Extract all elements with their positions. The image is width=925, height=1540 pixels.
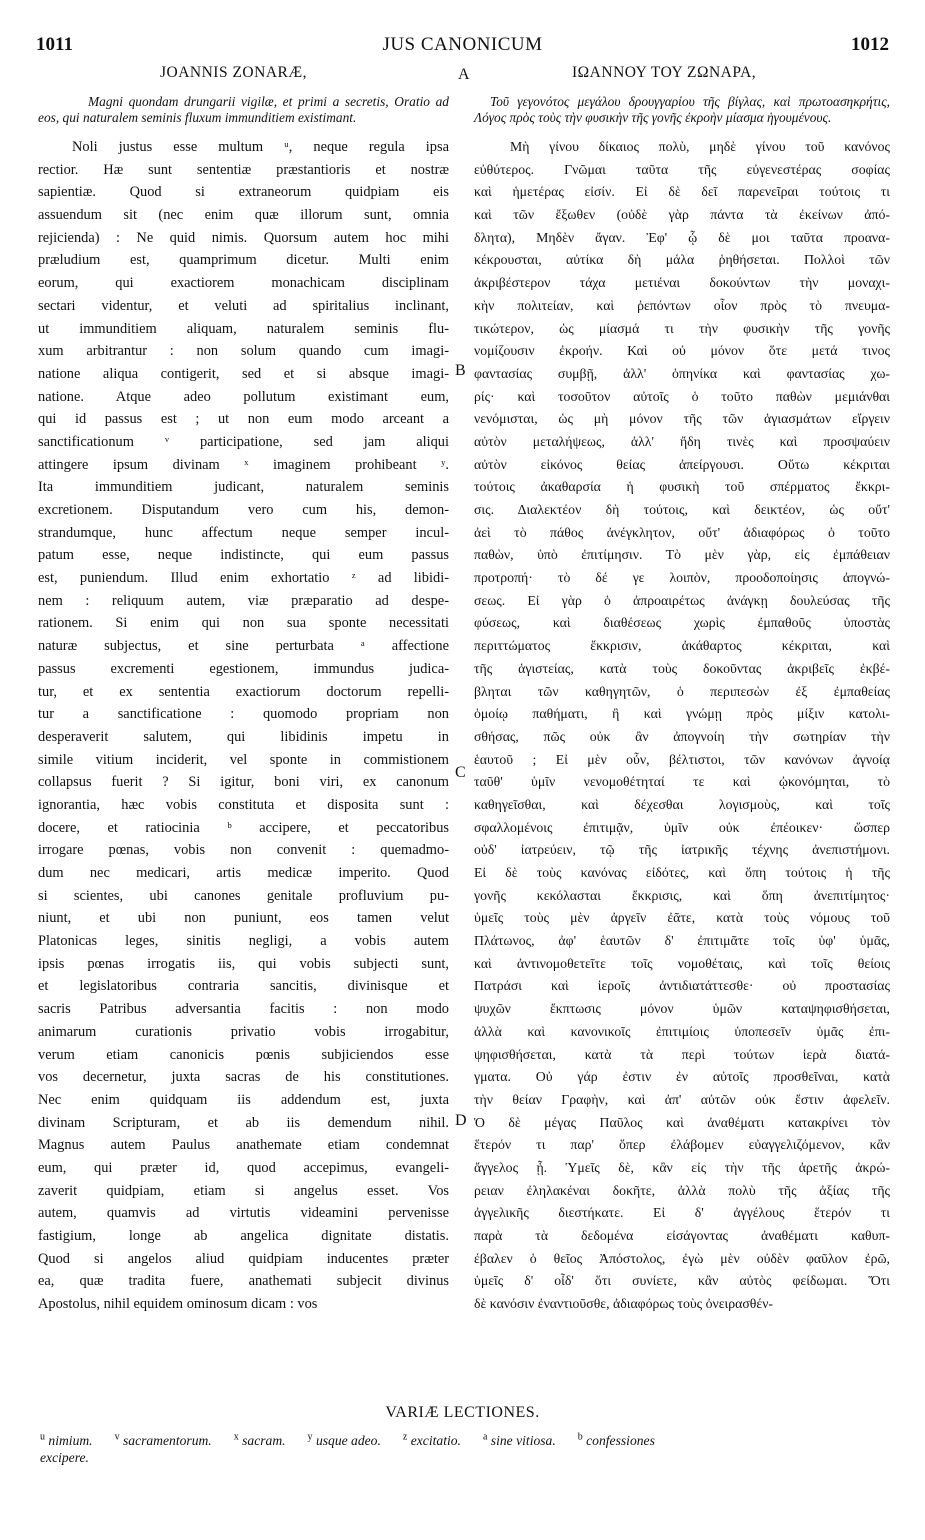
text-line: dum nec medicari, artis medicæ imperito. Quod — [38, 865, 449, 881]
note-text: usque adeo. — [312, 1432, 381, 1448]
text-line: παθὼν, ὑπὸ ἐπιτίμησιν. Τὸ μὲν γὰρ, εἰς ἐμπάθειαν — [474, 547, 890, 563]
text-line: Nec enim quidquam iis addendum est, juxta — [38, 1091, 449, 1108]
text-line: νενόμισται, ὡς μὴ μόνον τῆς τῶν ἁγιασμάτων εἴργειν — [474, 411, 890, 427]
text-line: natione. Atque adeo pollutum existimant eum, — [38, 388, 449, 405]
margin-letter-b: B — [455, 362, 466, 379]
note-text: confessiones — [582, 1432, 655, 1448]
variant-note — [578, 1433, 655, 1448]
text-line: ὑμεῖς δ' οἶδ' ὅτι συνίετε, κἂν αὐτὸς φείδωμαι. Ὅτι — [474, 1273, 890, 1289]
text-line: Quod si angelos aliud quidpiam inducentes præter — [38, 1250, 449, 1267]
text-line: vos decernetur, juxta sacras de his constitutiones. — [38, 1069, 449, 1086]
text-line: ρίς· καὶ τοσοῦτον αὐτοῖς ὁ τοῦτο παθὼν μεμιάνθαι — [474, 388, 890, 404]
text-line: excretionem. Disputandum vero cum his, demon- — [38, 502, 449, 518]
text-line: ἕτερόν τι παρ' ὅπερ ἐλάβομεν εὐαγγελιζόμενον, κἂν — [474, 1137, 890, 1153]
text-line: Ita immunditiem judicant, naturalem seminis — [38, 479, 449, 496]
text-line: qui id passus est ; ut non eum modo arceant a — [38, 411, 449, 428]
variant-note — [483, 1433, 556, 1448]
text-line: ea, quæ tradita fuere, anathemati subjecit divinus — [38, 1273, 449, 1290]
text-line: ρειαν ἐληλακέναι δοκῆτε, ἀλλὰ πολὺ τῆς ἀξίας τῆς — [474, 1182, 890, 1198]
text-line: et legislatoribus contraria sancitis, divinisque et — [38, 978, 449, 995]
greek-intro: Τοῦ γεγονότος μεγάλου δρουγγαρίου τῆς βίγλας, καὶ πρωτοασηκρήτις, Λόγος πρὸς τοὺς τὴν φυσικὴν τῆς γονῆς ἐκροὴν μίασμα ἡγουμένους. — [474, 94, 890, 125]
text-line: desperaverit salutem, qui libidinis impetu in — [38, 728, 449, 745]
text-line: ἀλλὰ καὶ κανονικοῖς ἐπιτιμίοις ὑποπεσεῖν ὑμᾶς ἐπι- — [474, 1023, 890, 1039]
text-line: ψηφισθήσεται, κατὰ τὰ περὶ τούτων ἱερὰ διατά- — [474, 1046, 890, 1062]
text-line: ὑμεῖς τοὺς μὲν ἀργεῖν ἐᾶτε, κατὰ τοὺς νόμους τοῦ — [474, 910, 890, 926]
text-line: attingere ipsum divinam ˣ imaginem prohibeant ʸ. — [38, 456, 449, 473]
variae-notes — [40, 1433, 677, 1448]
text-line: ignorantia, hæc vobis constituta et disposita sunt : — [38, 796, 449, 813]
note-mark: v — [114, 1431, 120, 1442]
running-title: JUS CANONICUM — [382, 34, 543, 55]
text-line: βληται τῶν καθηγητῶν, ὁ περιπεσὼν ἐξ ἐμπαθείας — [474, 683, 890, 699]
text-line: νομίζουσιν ἐκροήν. Καὶ οὐ μόνον ὅτε μετά τινος — [474, 343, 890, 359]
text-line: γονῆς κεκόλασται ἔκκρισις, καὶ ὅπη ἀνεπιτίμητος· — [474, 887, 890, 903]
text-line: si scientes, ubi canones genitale profluvium pu- — [38, 887, 449, 904]
text-line: Apostolus, nihil equidem ominosum dicam : vos — [38, 1296, 318, 1313]
text-line: eorum, qui exactiorem monachicam disciplinam — [38, 275, 449, 292]
left-column-title: JOANNIS ZONARÆ, — [160, 64, 308, 81]
text-line: autem, quamvis ad virtutis videamini pervenisse — [38, 1205, 449, 1222]
note-mark: b — [577, 1431, 583, 1442]
text-line: tur a sanctificatione : quomodo propriam non — [38, 706, 449, 723]
note-text: sine vitiosa. — [487, 1432, 556, 1448]
margin-letter-d: D — [455, 1112, 467, 1129]
text-line: irrogare pœnas, vobis non convenit : quemadmo- — [38, 842, 449, 859]
text-line: natione aliqua contigerit, sed et si absque imagi- — [38, 365, 449, 382]
text-line: divinam Scripturam, et ab iis demendum nihil. — [38, 1114, 449, 1131]
text-line: docere, et ratiocinia ᵇ accipere, et peccatoribus — [38, 819, 449, 836]
text-line: ipsis pœnas irrogatis iis, qui vobis subjecti sunt, — [38, 955, 449, 972]
page-number-left: 1011 — [36, 34, 73, 55]
text-line: ἄγγελος ᾖ. Ὑμεῖς δὲ, κἂν εἰς τὴν τῆς ἀρετῆς ἀκρώ- — [474, 1159, 890, 1175]
text-line: φαντασίας συμβῇ, ἀλλ' ὁπηνίκα καὶ φαντασίας χω- — [474, 365, 890, 381]
text-line: Ὁ δὲ μέγας Παῦλος καὶ ἀναθέματι κατακρίνει τὸν — [474, 1114, 890, 1130]
latin-text — [38, 136, 449, 1316]
text-line: fastigium, longe ab angelica dignitate distatis. — [38, 1228, 449, 1244]
text-line: naturæ subjectus, et sine perturbata ᵃ affectione — [38, 638, 449, 655]
text-line: tur, et ex sententia exactiorum doctorum repelli- — [38, 683, 449, 700]
text-line: Magnus autem Paulus anathemate etiam condemnat — [38, 1137, 449, 1154]
latin-intro: Magni quondam drungarii vigilæ, et primi a secretis, Oratio ad eos, qui naturalem seminis fluxum immunditiem existimant. — [38, 94, 449, 125]
text-line: sapientiæ. Quod si extraneorum quidpiam eis — [38, 184, 449, 201]
text-line: passus excrementi egestionem, immundus judica- — [38, 660, 449, 677]
text-line: rationem. Si enim qui non sua sponte necessitati — [38, 615, 449, 632]
right-column-title: ΙΩΑΝΝΟΥ ΤΟΥ ΖΩΝΑΡΑ, — [572, 64, 757, 81]
variant-note — [234, 1433, 286, 1448]
text-line: nem : reliquum autem, viæ præparatio ad despe- — [38, 592, 449, 609]
text-line: Noli justus esse multum ᵘ, neque regula ipsa — [72, 139, 449, 155]
text-line: ψυχῶν ἔκπτωσις μόνον ὑμῶν καταψηφισθήσεται, — [474, 1001, 890, 1017]
text-line: eum, qui præter id, quod accepimus, evangeli- — [38, 1159, 449, 1176]
text-line: Πατράσι καὶ ἱεροῖς ἀντιδιατάττεσθε· οὐ προστασίας — [474, 978, 890, 994]
text-line: est, puniendum. Illud enim exhortatio ᶻ ad libidi- — [38, 570, 449, 587]
note-mark: x — [233, 1431, 239, 1442]
text-line: σθήσας, πῶς οὐκ ἂν ἀπογνοίη τὴν σωτηρίαν τὴν — [474, 728, 890, 744]
text-line: rejicienda) : Ne quid nimis. Quorsum autem hoc mihi — [38, 229, 449, 246]
text-line: αὐτὸν εἰκόνος θείας ἀπείργουσι. Οὕτω κέκριται — [474, 456, 890, 472]
text-line: δὲ κανόσιν ἐναντιοῦσθε, ἀδιαφόρως τοὺς ὀνειρασθέν- — [474, 1296, 774, 1312]
variant-note — [40, 1433, 93, 1448]
text-line: Εἰ δὲ τοὺς κανόνας εἰδότες, καὶ ὅπη τούτοις ἡ τῆς — [474, 865, 890, 880]
text-line: αὐτὸν μεταλήψεως, ἀλλ' ἤδη τινὲς καὶ προσψαύειν — [474, 433, 890, 449]
text-line: ut immunditiem aliquam, naturalem seminis flu- — [38, 320, 449, 337]
text-line: ἀγγελικῆς διεστήκατε. Εἰ δ' ἀγγέλους ἕτερόν τι — [474, 1205, 890, 1221]
text-line: sanctificationum ᵛ participatione, sed jam aliqui — [38, 433, 449, 450]
text-line: τὴν θείαν Γραφὴν, καὶ ἀπ' αὐτῶν οὐκ ἔστιν ἀφελεῖν. — [474, 1091, 890, 1107]
text-line: ἀκριβέστερον τάχα μετιέναι δοκούντων τὴν μοναχι- — [474, 275, 890, 291]
text-line: εὐθύτερος. Γνῶμαι ταῦτα τῆς εὐγενεστέρας σοφίας — [474, 161, 890, 177]
text-line: collapsus fuerit ? Si igitur, boni viri, ex canonum — [38, 774, 449, 791]
text-line: præludium est, quamprimum dicetur. Multi enim — [38, 252, 449, 269]
variant-note — [308, 1433, 381, 1448]
text-line: σις. Διαλεκτέον δὴ τούτοις, καὶ δεικτέον, ὡς οὔτ' — [474, 502, 890, 517]
text-line: ὁμοίῳ παθήματι, ἢ καὶ γνώμῃ πρὸς μίξιν κατολι- — [474, 706, 890, 722]
text-line: sectari videntur, et veluti ad spiritalius inclinant, — [38, 297, 449, 314]
text-line: Platonicas leges, sinitis negligi, a vobis autem — [38, 933, 449, 950]
variae-lectiones-heading: VARIÆ LECTIONES. — [385, 1404, 540, 1421]
text-line: assuendum sit (nec enim quæ illorum sunt, omnia — [38, 207, 449, 224]
latin-column — [38, 94, 449, 1316]
text-line: ἀεὶ τὸ πάθος ἀνέγκλητον, οὔτ' ἀδιαφόρως ὁ τοῦτο — [474, 524, 890, 540]
margin-letter-c: C — [455, 764, 466, 781]
text-line: κὴν πολιτείαν, καὶ ῥεπόντων οἷον πρὸς τὸ πνευμα- — [474, 297, 890, 313]
text-line: καθηγεῖσθαι, καὶ δέχεσθαι λογισμοὺς, καὶ τοῖς — [474, 796, 890, 812]
text-line: φύσεως, καὶ διαθέσεως χωρὶς ἐμπαθοῦς ὑποστὰς — [474, 615, 890, 631]
note-text: nimium. — [45, 1432, 93, 1448]
page-number-right: 1012 — [851, 34, 889, 55]
text-line: ἑαυτοῦ ; Εἰ μὲν οὖν, βέλτιστοι, τῶν κανόνων ἀγνοίᾳ — [474, 751, 890, 767]
running-head — [0, 34, 925, 58]
text-line: κέκρουσται, αὐτίκα δὴ μάλα ῥηθήσεται. Πολλοὶ τῶν — [474, 252, 890, 268]
text-line: animarum curationis privatio vobis irrogabitur, — [38, 1023, 449, 1040]
text-line: patum esse, neque indistincte, qui eum passus — [38, 547, 449, 564]
text-line: περιττώματος ἔκκρισιν, ἀκάθαρτος κέκριται, καὶ — [474, 638, 890, 654]
text-line: παρὰ τὰ δεδομένα εἰσάγοντας ἀναθέματι καθυπ- — [474, 1228, 890, 1243]
text-line: τῆς ἁγιστείας, κατὰ τοὺς δοκοῦντας ἀκριβεῖς ἐκβέ- — [474, 660, 890, 676]
text-line: niunt, et ubi non puniunt, eos tamen velut — [38, 910, 449, 927]
note-mark: a — [482, 1431, 488, 1442]
text-line: xum arbitrantur : non solum quando cum imagi- — [38, 343, 449, 360]
text-line: προτροπή· τὸ δέ γε λοιπὸν, προοδοποίησις ἀπογνώ- — [474, 570, 890, 586]
greek-column — [474, 94, 890, 1316]
note-text: sacram. — [238, 1432, 286, 1448]
note-text: excitatio. — [407, 1432, 461, 1448]
text-line: καὶ ἀντινομοθετεῖτε τοῖς νομοθέταις, καὶ τοῖς θείοις — [474, 955, 890, 971]
note-mark: u — [40, 1431, 45, 1442]
text-line: Μὴ γίνου δίκαιος πολὺ, μηδὲ γίνου τοῦ κανόνος — [510, 139, 890, 154]
text-line: σεως. Εἰ γὰρ ὁ ἀπροαιρέτως ἀνάγκῃ δουλεύσας τῆς — [474, 592, 890, 608]
text-line: δλητα), Μηδὲν ἄγαν. Ἐφ' ᾧ δὲ μοι ταῦτα προανα- — [474, 229, 890, 245]
variant-note — [115, 1433, 212, 1448]
text-line: οὐδ' ἰατρεύειν, τῷ τῆς ἰατρικῆς τέχνης ἀνεπιστήμονι. — [474, 842, 890, 858]
greek-text — [474, 136, 890, 1316]
text-line: ταῦθ' ὑμῖν νενομοθέτηταί τε καὶ ᾠκονόμηται, τὸ — [474, 774, 890, 790]
text-line: καὶ τῶν ἔξωθεν (οὐδὲ γὰρ πάντα τὰ ἐκείνων ἀπό- — [474, 207, 890, 223]
text-line: Πλάτωνος, ἀφ' ἑαυτῶν δ' ἐπιτιμᾶτε τοῖς ὑφ' ὑμᾶς, — [474, 933, 890, 949]
variae-lectiones — [40, 1428, 890, 1466]
text-line: rectior. Hæ sunt sententiæ præstantioris et nostræ — [38, 161, 449, 178]
variant-note — [403, 1433, 461, 1448]
variae-continuation: excipere. — [40, 1449, 89, 1465]
text-line: simile vitium inciderit, vel sponte in commistionem — [38, 751, 449, 768]
text-line: strandumque, hunc affectum neque semper incul- — [38, 524, 449, 541]
note-mark: y — [307, 1431, 313, 1442]
text-line: verum etiam canonicis pœnis subjiciendos esse — [38, 1046, 449, 1063]
text-line: σφαλλομένοις ἐπιτιμᾷν, ὑμῖν οὐκ ἐπέοικεν· ὥσπερ — [474, 819, 890, 835]
text-line: γματα. Οὐ γάρ ἐστιν ἐν αὐτοῖς προσθεῖναι, κατὰ — [474, 1069, 890, 1085]
text-line: τικώτερον, ὡς μίασμά τι τὴν φυσικὴν τῆς γονῆς — [474, 320, 890, 336]
margin-letter-a: A — [458, 66, 470, 83]
text-line: zaverit quidpiam, etiam si angelus esset. Vos — [38, 1182, 449, 1199]
note-text: sacramentorum. — [119, 1432, 212, 1448]
text-line: τούτοις ἀκαθαρσία ἡ φυσικὴ τοῦ σπέρματος ἔκκρι- — [474, 479, 890, 495]
text-line: sacris Patribus adversantia facitis : non modo — [38, 1001, 449, 1018]
text-line: έβαλεν ὁ θεῖος Ἀπόστολος, ἐγὼ μὲν οὐδὲν φαῦλον ἐρῶ, — [474, 1250, 890, 1266]
text-line: καὶ ἡμετέρας εἰσίν. Εἰ δὲ δεῖ παρενεῖραι τούτοις τι — [474, 184, 890, 200]
note-mark: z — [402, 1431, 408, 1442]
